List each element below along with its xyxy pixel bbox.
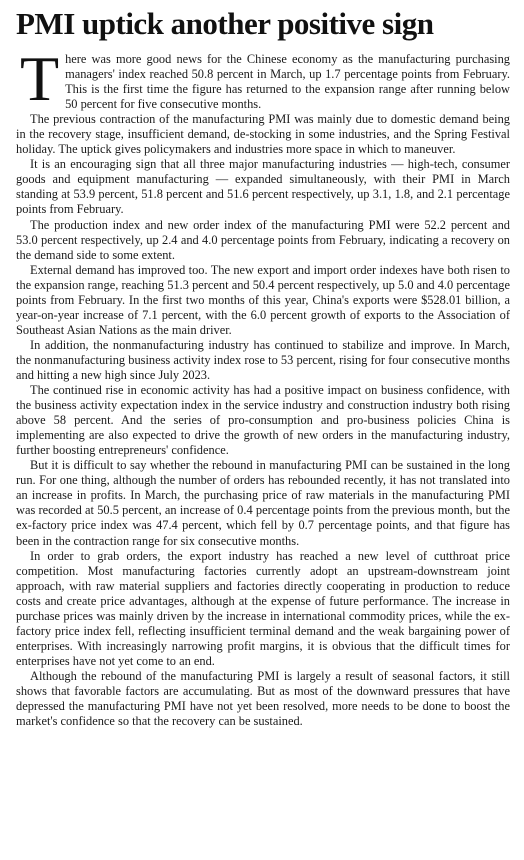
article-paragraph-3: It is an encouraging sign that all three major manufacturing industries — high-tech, consumer goods and equipment manufacturing — expanded simultaneously, with their PMI in March standing at 53.9 percent, 51.8 percent and 51.6 percent respectively, up 3.1, 1.8, and 2.1 percentage points from February. — [16, 157, 510, 217]
article-paragraph-8: But it is difficult to say whether the rebound in manufacturing PMI can be sustained in the long run. For one thing, although the number of orders has rebounded recently, it has not translated into an increase in profits. In March, the purchasing price of raw materials in the manufacturing PMI was recorded at 50.5 percent, an increase of 0.4 percentage points from the previous month, but the ex-factory price index was 47.4 percent, which fell by 0.7 percentage points, and that figure has been in the contraction range for six consecutive months. — [16, 458, 510, 548]
article-paragraph-4: The production index and new order index of the manufacturing PMI were 52.2 percent and 53.0 percent respectively, up 2.4 and 4.0 percentage points from February, indicating a recovery on the demand side to some extent. — [16, 217, 510, 262]
article-paragraph-6: In addition, the nonmanufacturing industry has continued to stabilize and improve. In March, the nonmanufacturing business activity index rose to 53 percent, rising for four consecutive months and hitting a new high since July 2023. — [16, 337, 510, 382]
article-body — [16, 43, 510, 729]
first-paragraph-text: here was more good news for the Chinese economy as the manufacturing purchasing managers' index reached 50.8 percent in March, up 1.7 percentage points from February. This is the first time the figure has returned to the expansion range after running below 50 percent for five consecutive months. — [65, 52, 510, 112]
article-paragraph-1 — [16, 43, 510, 114]
article-paragraph-9: In order to grab orders, the export industry has reached a new level of cutthroat price competition. Most manufacturing factories currently adopt an upstream-downstream joint approach, with raw material suppliers and factories directly cooperating in production to reduce costs and create price advantages, although at the expense of future performance. The increase in purchase prices was mainly driven by the increase in international commodity prices, while the ex-factory price index fell, reflecting insufficient terminal demand and the weak bargaining power of enterprises. With increasingly narrowing profit margins, it is obvious that the difficult times for enterprises have not yet come to an end. — [16, 548, 510, 668]
article-headline: PMI uptick another positive sign — [16, 6, 434, 41]
drop-cap: T — [20, 43, 60, 114]
article-paragraph-10: Although the rebound of the manufacturing PMI is largely a result of seasonal factors, it still shows that favorable factors are accumulating. But as most of the downward pressures that have depressed the manufacturing PMI have not yet been resolved, more needs to be done to boost the market's confidence so that the recovery can be sustained. — [16, 668, 510, 729]
article-paragraph-5: External demand has improved too. The new export and import order indexes have both risen to the expansion range, reaching 51.3 percent and 50.4 percent respectively, up 5.0 and 4.0 percentage points from February. In the first two months of this year, China's exports were $528.01 billion, a year-on-year increase of 7.1 percent, with the 6.0 percent growth of exports to the Association of Southeast Asian Nations as the main driver. — [16, 262, 510, 337]
article-paragraph-7: The continued rise in economic activity has had a positive impact on business confidence, with the business activity expectation index in the service industry and construction industry both rising above 58 percent. And the series of pro-consumption and pro-business policies China is implementing are also expected to drive the growth of new orders in the manufacturing industry, further boosting entrepreneurs' confidence. — [16, 383, 510, 458]
article-paragraph-2: The previous contraction of the manufacturing PMI was mainly due to domestic demand being in the recovery stage, insufficient demand, de-stocking in some industries, and the Spring Festival holiday. The uptick gives policymakers and industries more space in which to maneuver. — [16, 112, 510, 157]
